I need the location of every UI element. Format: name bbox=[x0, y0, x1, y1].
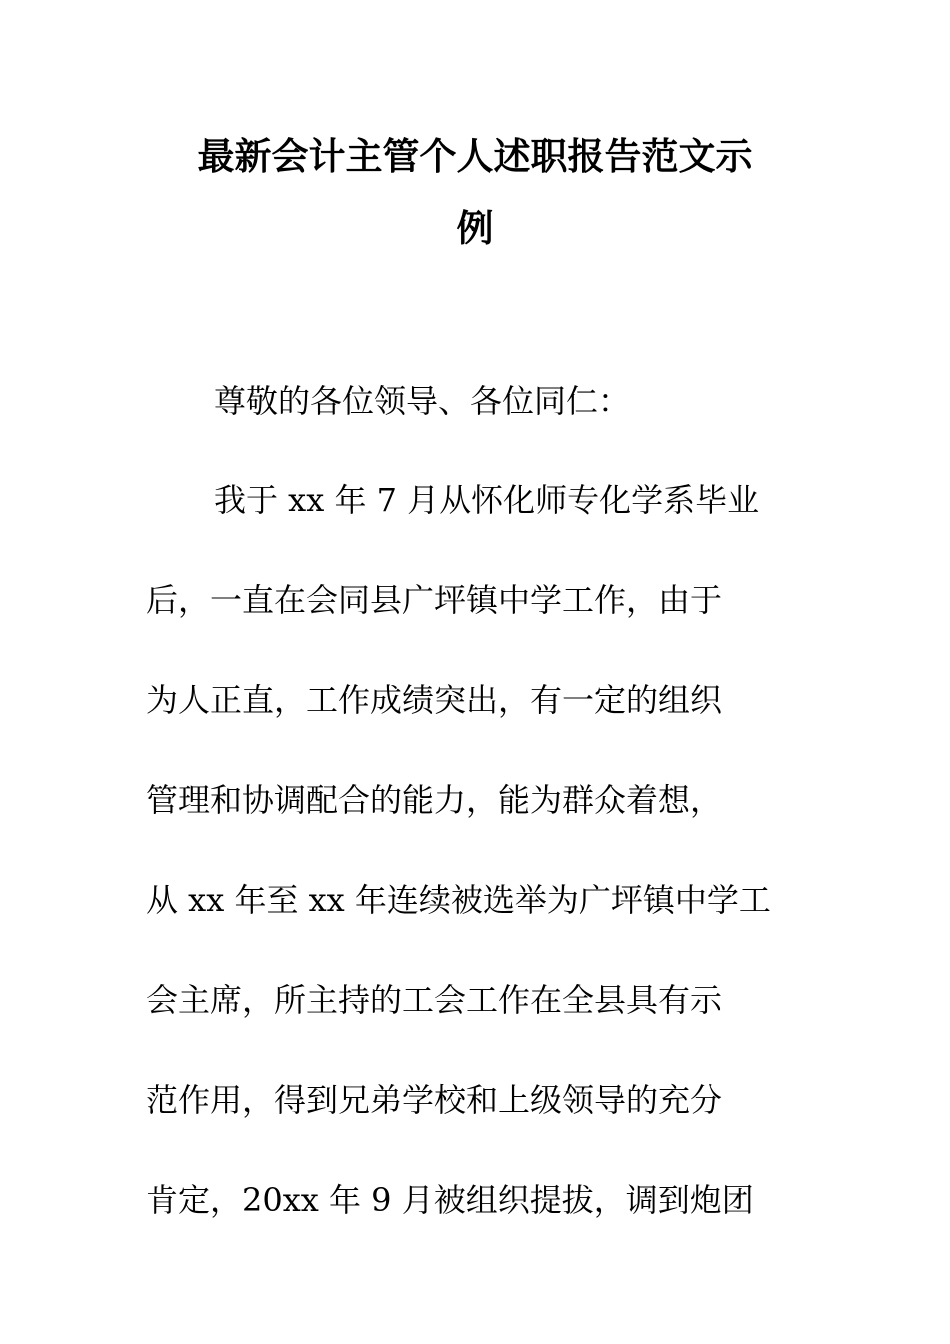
body-line: 后，一直在会同县广坪镇中学工作，由于 bbox=[146, 581, 723, 619]
body-line: 为人正直，工作成绩突出，有一定的组织 bbox=[146, 681, 723, 719]
document-title-line-1: 最新会计主管个人述职报告范文示 bbox=[197, 134, 753, 178]
body-line: 从 xx 年至 xx 年连续被选举为广坪镇中学工 bbox=[146, 881, 771, 919]
body-line: 会主席，所主持的工会工作在全县具有示 bbox=[146, 981, 723, 1019]
body-line: 范作用，得到兄弟学校和上级领导的充分 bbox=[146, 1081, 723, 1119]
body-line: 我于 xx 年 7 月从怀化师专化学系毕业 bbox=[214, 481, 760, 519]
salutation-line: 尊敬的各位领导、各位同仁： bbox=[214, 382, 631, 420]
body-line: 肯定，20xx 年 9 月被组织提拔，调到炮团 bbox=[146, 1181, 754, 1219]
body-line: 管理和协调配合的能力，能为群众着想， bbox=[146, 781, 723, 819]
document-title-line-2: 例 bbox=[456, 206, 494, 250]
